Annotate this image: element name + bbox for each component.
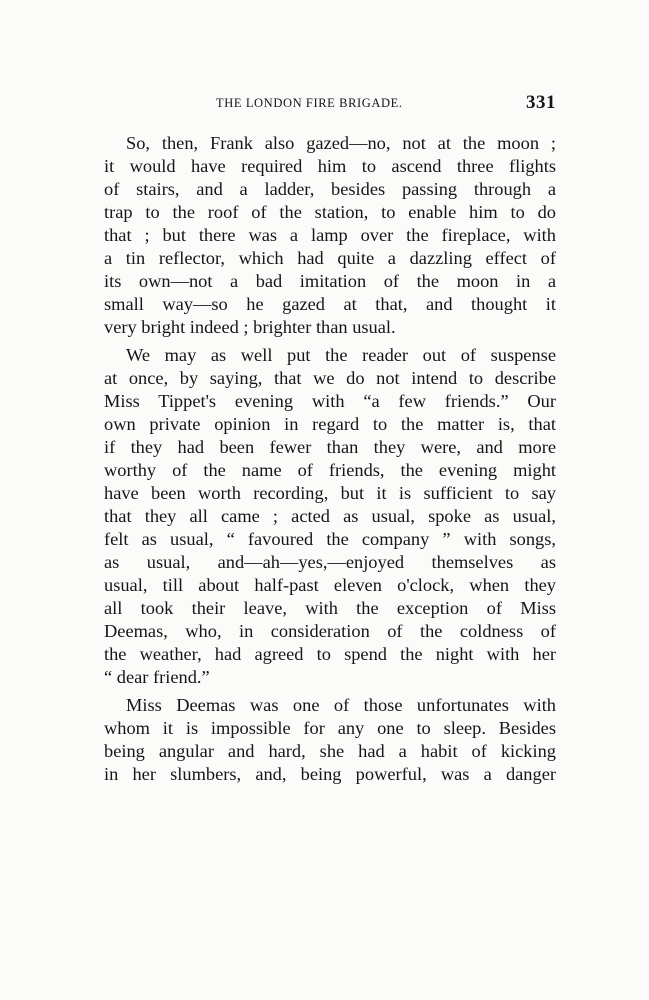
running-head — [104, 92, 556, 118]
text-line: Miss Deemas was one of those unfortunates with — [126, 695, 556, 715]
text-line: small way—so he gazed at that, and thought it — [104, 294, 556, 314]
text-line: as usual, and—ah—yes,—enjoyed themselves as — [104, 552, 556, 572]
text-line: We may as well put the reader out of suspense — [126, 345, 556, 365]
text-line: in her slumbers, and, being powerful, was a danger — [104, 764, 556, 784]
text-line: own private opinion in regard to the matter is, that — [104, 414, 556, 434]
text-line: that they all came ; acted as usual, spoke as usual, — [104, 506, 556, 526]
text-line: usual, till about half-past eleven o'clock, when they — [104, 575, 556, 595]
text-line: its own—not a bad imitation of the moon in a — [104, 271, 556, 291]
page-number: 331 — [526, 92, 556, 113]
text-line: “ dear friend.” — [104, 667, 210, 687]
text-line: So, then, Frank also gazed—no, not at the moon ; — [126, 133, 556, 153]
paragraph-3 — [104, 694, 556, 786]
text-line: if they had been fewer than they were, and more — [104, 437, 556, 457]
text-line: whom it is impossible for any one to sleep. Besides — [104, 718, 556, 738]
text-line: trap to the roof of the station, to enable him to do — [104, 202, 556, 222]
body-text — [104, 132, 556, 786]
text-line: being angular and hard, she had a habit of kicking — [104, 741, 556, 761]
text-line: have been worth recording, but it is sufficient to say — [104, 483, 556, 503]
paragraph-1 — [104, 132, 556, 339]
paragraph-2 — [104, 344, 556, 689]
text-line: very bright indeed ; brighter than usual. — [104, 317, 396, 337]
text-line: that ; but there was a lamp over the fireplace, with — [104, 225, 556, 245]
running-title: THE LONDON FIRE BRIGADE. — [216, 96, 403, 110]
text-line: felt as usual, “ favoured the company ” with songs, — [104, 529, 556, 549]
text-line: worthy of the name of friends, the evening might — [104, 460, 556, 480]
text-line: Deemas, who, in consideration of the coldness of — [104, 621, 556, 641]
text-line: all took their leave, with the exception of Miss — [104, 598, 556, 618]
text-line: it would have required him to ascend three flights — [104, 156, 556, 176]
text-line: Miss Tippet's evening with “a few friends.” Our — [104, 391, 556, 411]
text-line: of stairs, and a ladder, besides passing through a — [104, 179, 556, 199]
text-line: at once, by saying, that we do not intend to describe — [104, 368, 556, 388]
text-line: the weather, had agreed to spend the night with her — [104, 644, 556, 664]
text-line: a tin reflector, which had quite a dazzling effect of — [104, 248, 556, 268]
